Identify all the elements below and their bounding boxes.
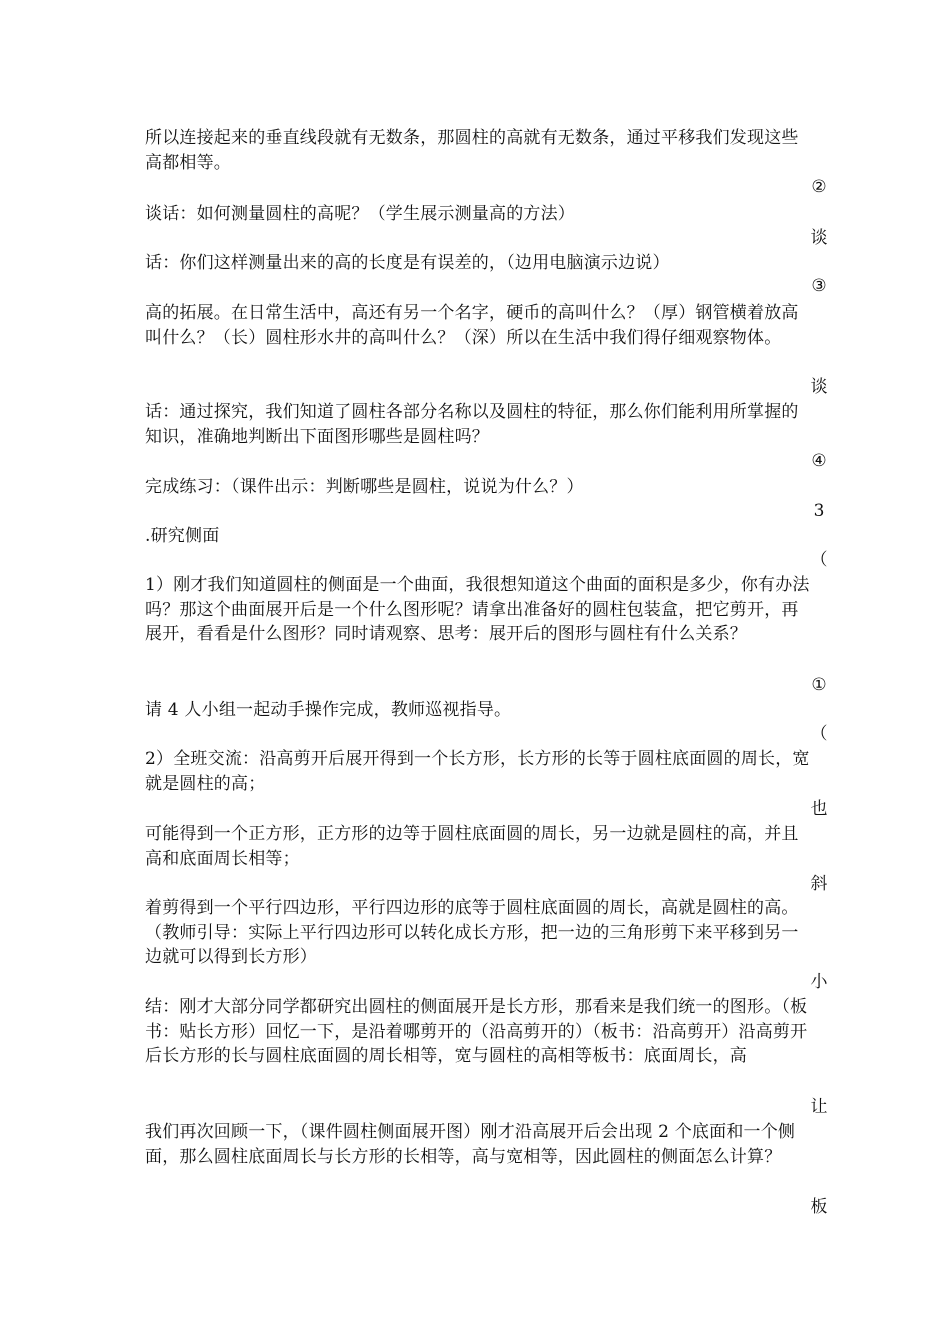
side-marker-1: ② (811, 177, 827, 197)
paragraph-3: 话：你们这样测量出来的高的长度是有误差的，（边用电脑演示边说） (145, 253, 670, 273)
side-marker-2: 谈 (810, 228, 828, 248)
paragraph-9: 2）全班交流：沿高剪开后展开得到一个长方形，长方形的长等于圆柱底面圆的周长，宽就是圆柱的高； (145, 749, 810, 794)
side-marker-3: ③ (811, 276, 827, 296)
side-marker-12: 小 (810, 972, 828, 992)
side-marker-10: 也 (810, 799, 828, 819)
paragraph-13: 我们再次回顾一下，（课件圆柱侧面展开图）刚才沿高展开后会出现 2 个底面和一个侧面，那么圆柱底面周长与长方形的长相等，高与宽相等，因此圆柱的侧面怎么计算？ (145, 1122, 796, 1167)
paragraph-2: 谈话：如何测量圆柱的高呢？（学生展示测量高的方法） (145, 204, 575, 224)
paragraph-11: 着剪得到一个平行四边形，平行四边形的底等于圆柱底面圆的周长，高就是圆柱的高。（教师引导：实际上平行四边形可以转化成长方形，把一边的三角形剪下来平移到另一边就可以得到长方形） (145, 898, 799, 967)
side-marker-9: （ (810, 724, 828, 744)
paragraph-4: 高的拓展。在日常生活中，高还有另一个名字，硬币的高叫什么？（厚）钢管横着放高叫什么？（长）圆柱形水井的高叫什么？（深）所以在生活中我们得仔细观察物体。 (145, 303, 799, 348)
side-marker-7: （ (810, 550, 828, 570)
side-marker-6: 3 (813, 501, 825, 521)
section-heading: .研究侧面 (145, 526, 220, 546)
side-marker-13: 让 (810, 1097, 828, 1117)
paragraph-10: 可能得到一个正方形，正方形的边等于圆柱底面圆的周长，另一边就是圆柱的高，并且高和底面周长相等； (145, 824, 799, 869)
paragraph-8: 请 4 人小组一起动手操作完成，教师巡视指导。 (145, 700, 512, 720)
paragraph-12: 结：刚才大部分同学都研究出圆柱的侧面展开是长方形，那看来是我们统一的图形。（板书：贴长方形）回忆一下，是沿着哪剪开的（沿高剪开的）（板书：沿高剪开）沿高剪开后长方形的长与圆柱底面圆的周长相等，宽与圆柱的高相等板书：底面周长，高 (145, 997, 808, 1066)
side-marker-8: ① (811, 675, 827, 695)
paragraph-7: 1）刚才我们知道圆柱的侧面是一个曲面，我很想知道这个曲面的面积是多少，你有办法吗？那这个曲面展开后是一个什么图形呢？请拿出准备好的圆柱包装盒，把它剪开，再展开，看看是什么图形？同时请观察、思考：展开后的图形与圆柱有什么关系？ (145, 575, 810, 644)
side-marker-11: 斜 (810, 874, 828, 894)
paragraph-1: 所以连接起来的垂直线段就有无数条，那圆柱的高就有无数条，通过平移我们发现这些高都相等。 (145, 128, 799, 173)
side-marker-14: 板 (810, 1197, 828, 1217)
side-marker-5: ④ (811, 451, 827, 471)
paragraph-5: 话：通过探究，我们知道了圆柱各部分名称以及圆柱的特征，那么你们能利用所掌握的知识，准确地判断出下面图形哪些是圆柱吗？ (145, 402, 799, 447)
paragraph-6: 完成练习：（课件出示：判断哪些是圆柱，说说为什么？） (145, 477, 584, 497)
side-marker-4: 谈 (810, 377, 828, 397)
